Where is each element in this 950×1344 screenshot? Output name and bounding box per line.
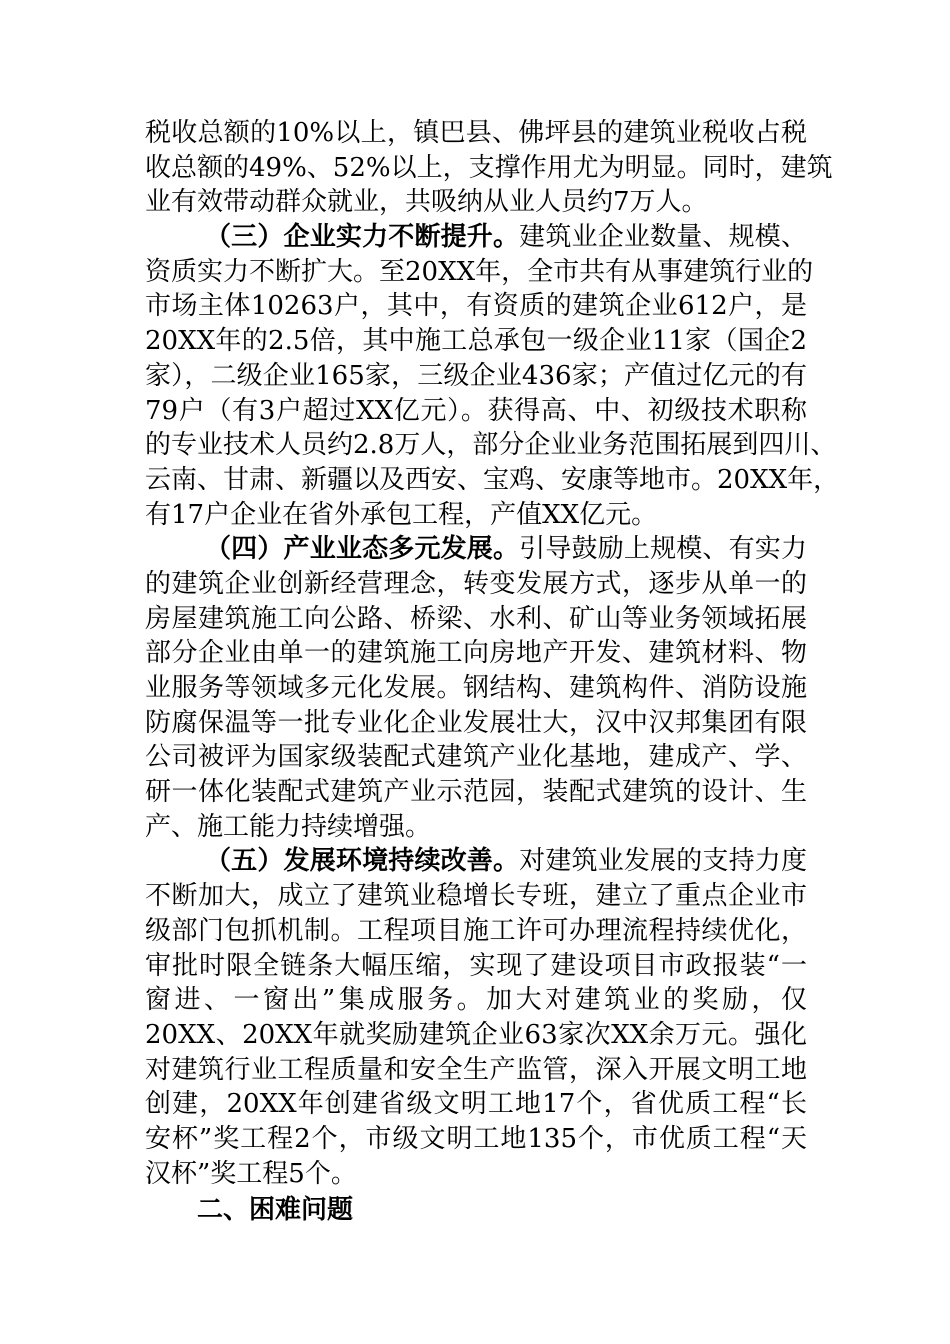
line-text: 建筑业企业数量、规模、 [519,222,807,253]
text-line [145,636,807,671]
line-text: 引导鼓励上规模、有实力 [519,534,807,565]
line-text: 研一体化装配式建筑产业示范园，装配式建筑的设计、生 [145,777,807,808]
line-text: 防腐保温等一批专业化企业发展壮大，汉中汉邦集团有限 [145,707,807,738]
line-text: 级部门包抓机制。工程项目施工许可办理流程持续优化， [145,915,807,946]
text-line [145,1087,807,1122]
line-text: 房屋建筑施工向公路、桥梁、水利、矿山等业务领域拓展 [145,603,807,634]
text-line [145,1018,807,1053]
line-text: 云南、甘肃、新疆以及西安、宝鸡、安康等地市。20XX年， [145,464,840,495]
line-text: 创建，20XX年创建省级文明工地17个，省优质工程“长 [145,1089,807,1120]
text-line [145,844,807,879]
text-line [145,602,807,637]
text-line [145,116,807,151]
text-line [145,983,807,1018]
paragraph-lead-heading: （三）企业实力不断提升。 [205,222,520,253]
text-line [145,532,807,567]
text-line [145,775,807,810]
line-text: 有17户企业在省外承包工程，产值XX亿元。 [145,499,658,530]
line-text: 窗进、一窗出”集成服务。加大对建筑业的奖励，仅 [145,985,807,1016]
paragraph-lead-heading: （五）发展环境持续改善。 [205,846,520,877]
line-text: 审批时限全链条大幅压缩，实现了建设项目市政报装“一 [145,950,807,981]
text-line [145,740,807,775]
line-text: 市场主体10263户，其中，有资质的建筑企业612户，是 [145,291,807,322]
text-line [145,914,807,949]
line-text: 公司被评为国家级装配式建筑产业化基地，建成产、学、 [145,742,807,773]
line-text: 对建筑业发展的支持力度 [519,846,807,877]
text-line [145,706,807,741]
line-text: 税收总额的10%以上，镇巴县、佛坪县的建筑业税收占税 [145,118,807,148]
text-line [145,220,807,255]
section-heading: 二、困难问题 [197,1195,354,1226]
paragraph [145,844,807,1191]
line-text: 对建筑行业工程质量和安全生产监管，深入开展文明工地 [145,1054,807,1085]
line-text: 79户（有3户超过XX亿元）。获得高、中、初级技术职称 [145,395,807,426]
text-line [145,949,807,984]
line-text: 业服务等领域多元化发展。钢结构、建筑构件、消防设施 [145,673,807,703]
text-line [145,463,840,498]
text-line [145,394,807,429]
paragraph-lead-heading: （四）产业业态多元发展。 [205,534,520,565]
text-line [145,1122,807,1157]
paragraph [145,220,840,532]
line-text: 业有效带动群众就业，共吸纳从业人员约7万人。 [145,187,708,218]
line-text: 的专业技术人员约2.8万人，部分企业业务范围拓展到四川、 [145,430,837,461]
line-text: 安杯”奖工程2个，市级文明工地135个，市优质工程“天 [145,1123,807,1154]
text-line [145,671,807,706]
text-line [145,498,807,533]
text-line [145,324,807,359]
text-line [145,151,833,186]
document-body [145,116,840,1228]
text-line [145,359,807,394]
paragraph [145,532,807,844]
text-line [145,255,814,290]
line-text: 产、施工能力持续增强。 [145,811,432,842]
text-line [145,879,807,914]
text-line [145,567,807,602]
text-line [145,428,837,463]
text-line [145,810,807,845]
line-text: 20XX年的2.5倍，其中施工总承包一级企业11家（国企2 [145,326,807,357]
text-line [145,185,807,220]
paragraph [145,116,833,220]
line-text: 资质实力不断扩大。至20XX年，全市共有从事建筑行业的 [145,256,814,287]
text-line [145,1053,807,1088]
line-text: 的建筑企业创新经营理念，转变发展方式，逐步从单一的 [145,568,807,599]
line-text: 汉杯”奖工程5个。 [145,1158,357,1189]
text-line [145,289,807,324]
text-line [145,1157,807,1192]
line-text: 收总额的49%、52%以上，支撑作用尤为明显。同时，建筑 [145,152,833,183]
line-text: 不断加大，成立了建筑业稳增长专班，建立了重点企业市 [145,881,807,912]
line-text: 20XX、20XX年就奖励建筑企业63家次XX余万元。强化 [145,1019,807,1050]
line-text: 家），二级企业165家，三级企业436家；产值过亿元的有 [145,360,807,391]
line-text: 部分企业由单一的建筑施工向房地产开发、建筑材料、物 [145,638,807,669]
